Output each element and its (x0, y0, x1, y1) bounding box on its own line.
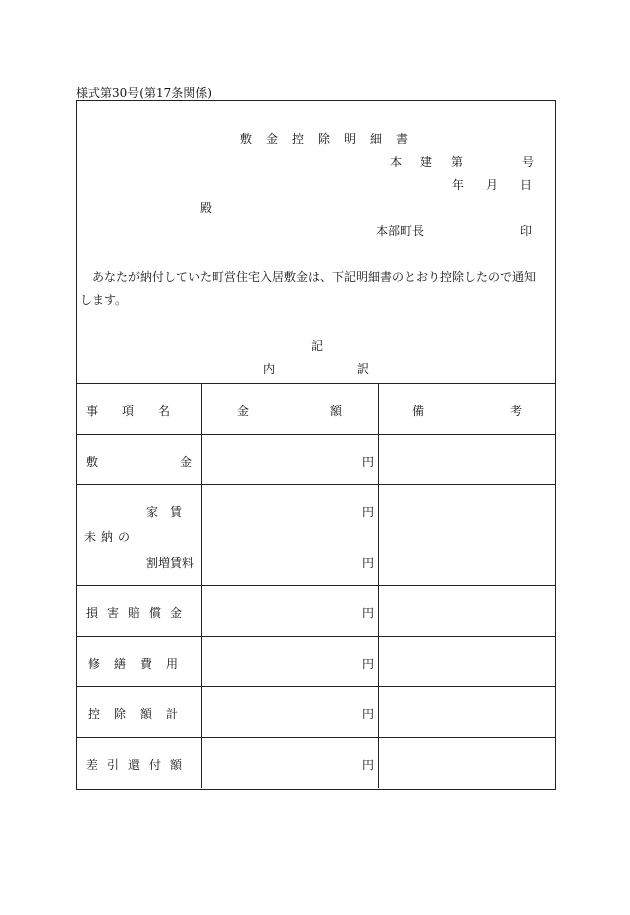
table-top-line (76, 383, 556, 384)
ki-label: 記 (311, 339, 324, 353)
date-month: 月 (486, 178, 499, 192)
row-deposit-left: 敷 (86, 455, 99, 469)
yen-unit: 円 (362, 758, 375, 772)
table-line (76, 636, 556, 637)
table-line (76, 484, 556, 485)
yen-unit: 円 (362, 606, 375, 620)
issuer: 本部町長 (376, 224, 425, 238)
column-divider (378, 383, 379, 788)
form-label: 様式第30号(第17条関係) (76, 86, 212, 100)
date-day: 日 (520, 178, 533, 192)
row-unpaid-prefix: 未納の (84, 530, 136, 544)
body-text-line2: します。 (80, 293, 128, 307)
header-amount-right: 額 (330, 404, 343, 418)
doc-number-ken: 建 (420, 155, 433, 169)
form-title: 敷金控除明細書 (240, 132, 423, 146)
body-text-line1: あなたが納付していた町営住宅入居敷金は、下記明細書のとおり控除したので通知 (92, 270, 537, 284)
yen-unit: 円 (362, 505, 375, 519)
seal-mark: 印 (520, 224, 533, 238)
header-amount-left: 金 (237, 404, 250, 418)
addressee-suffix: 殿 (200, 201, 213, 215)
doc-number-dai: 第 (451, 155, 464, 169)
yen-unit: 円 (362, 657, 375, 671)
row-damages: 損害賠償金 (86, 606, 192, 620)
table-line (76, 686, 556, 687)
breakdown-right: 訳 (357, 362, 370, 376)
row-surcharge: 割増賃料 (146, 556, 195, 570)
row-deposit-right: 金 (180, 455, 193, 469)
row-refund: 差引還付額 (86, 758, 192, 772)
header-remarks-left: 備 (412, 404, 425, 418)
doc-number-prefix: 本 (390, 155, 403, 169)
table-line (76, 737, 556, 738)
header-remarks-right: 考 (510, 404, 523, 418)
column-divider (201, 383, 202, 788)
row-rent: 家 賃 (146, 505, 183, 519)
yen-unit: 円 (362, 455, 375, 469)
doc-number-go: 号 (522, 155, 535, 169)
header-item: 事 項 名 (86, 404, 171, 418)
breakdown-left: 内 (263, 362, 276, 376)
date-year: 年 (452, 178, 465, 192)
row-deduction-total: 控除額計 (88, 707, 193, 721)
yen-unit: 円 (362, 707, 375, 721)
table-line (76, 434, 556, 435)
row-repair: 修繕費用 (88, 657, 193, 671)
yen-unit: 円 (362, 556, 375, 570)
table-line (76, 585, 556, 586)
